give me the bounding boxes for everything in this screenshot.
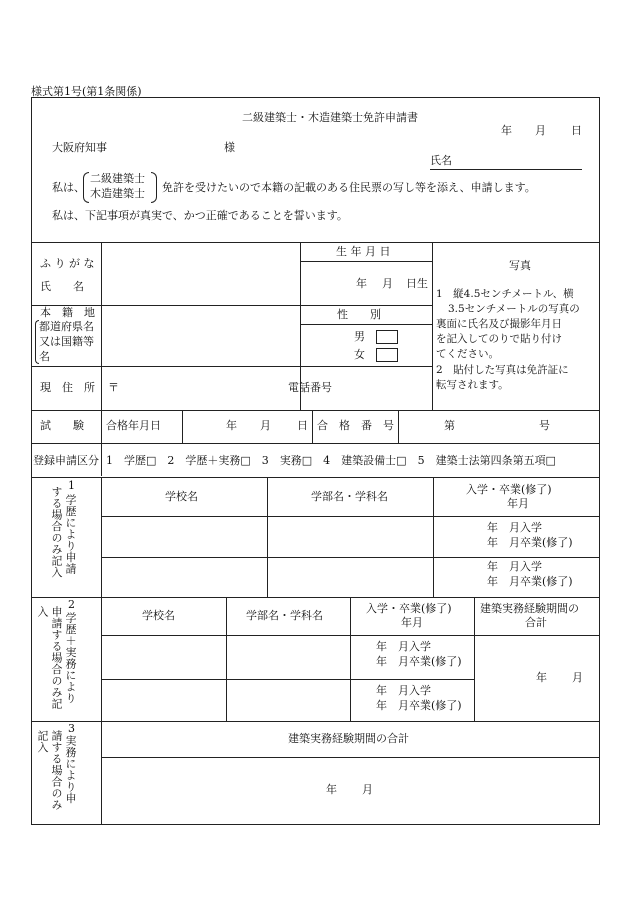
section2-row1-grad[interactable]: 年 月卒業(修了) xyxy=(376,655,462,668)
rule xyxy=(101,757,599,758)
section3-vertical: 請する場合のみ xyxy=(50,730,63,811)
photo-note: てください。 xyxy=(436,348,499,360)
pass-number-go[interactable]: 号 xyxy=(539,419,550,432)
photo-note: 1 縦4.5センチメートル、横 xyxy=(436,288,574,300)
rule xyxy=(312,410,313,443)
male-checkbox[interactable] xyxy=(376,330,398,344)
section1-faculty-header: 学部名・学科名 xyxy=(311,490,388,503)
male-label: 男 xyxy=(354,330,365,343)
rule xyxy=(474,597,475,721)
rule xyxy=(101,557,599,558)
photo-note: を記入してのりで貼り付け xyxy=(436,333,562,345)
sex-label: 性 別 xyxy=(337,308,381,321)
category-options[interactable]: 1 学歴□ 2 学歴＋実務□ 3 実務□ 4 建築設備士□ 5 建築士法第四条第五項□ xyxy=(106,454,556,467)
pass-year[interactable]: 年 xyxy=(226,419,237,432)
rule xyxy=(101,443,102,476)
section1-row2-entry[interactable]: 年 月入学 xyxy=(487,560,542,573)
pass-number-label: 合 格 番 号 xyxy=(317,419,394,432)
date-day-field[interactable]: 日 xyxy=(571,124,582,137)
section1-vertical: 学歴により申請 xyxy=(64,494,77,575)
section1-school-header: 学校名 xyxy=(165,490,198,503)
section2-number: 2 xyxy=(68,598,75,611)
option-nikyu[interactable]: 二級建築士 xyxy=(90,172,145,185)
rule xyxy=(101,679,474,680)
section1-number: 1 xyxy=(68,479,75,492)
statement2: 私は、下記事項が真実で、かつ正確であることを誓います。 xyxy=(52,209,348,222)
furigana-label: ふ り が な xyxy=(40,257,95,270)
section2-row1-entry[interactable]: 年 月入学 xyxy=(376,640,431,653)
pass-month[interactable]: 月 xyxy=(260,419,271,432)
category-label: 登録申請区分 xyxy=(33,454,99,467)
left-brace xyxy=(83,172,89,203)
birth-year[interactable]: 年 xyxy=(356,277,367,290)
name-label: 氏 名 xyxy=(40,280,84,293)
section1-period-header: 入学・卒業(修了) xyxy=(466,483,552,496)
rule xyxy=(32,443,599,444)
form-number: 様式第1号(第1条関係) xyxy=(31,85,142,98)
rule xyxy=(32,366,432,367)
honorific: 様 xyxy=(224,141,235,154)
applicant-name-line[interactable] xyxy=(430,169,582,170)
section1-period-header: 年月 xyxy=(507,497,529,510)
rule xyxy=(300,261,432,262)
rule xyxy=(32,477,599,478)
domicile-sub: 又は国籍等 xyxy=(39,335,94,348)
rule xyxy=(32,410,599,411)
rule xyxy=(101,635,599,636)
female-checkbox[interactable] xyxy=(376,348,398,362)
rule xyxy=(101,410,102,443)
option-mokuzo[interactable]: 木造建築士 xyxy=(90,187,145,200)
section2-period-header: 年月 xyxy=(401,616,423,629)
applicant-name-label: 氏名 xyxy=(430,154,452,167)
domicile-sub: 都道府県名 xyxy=(39,320,94,333)
rule xyxy=(432,242,433,410)
rule xyxy=(32,242,599,243)
rule xyxy=(267,477,268,597)
section3-year[interactable]: 年 xyxy=(326,783,337,796)
section2-row2-grad[interactable]: 年 月卒業(修了) xyxy=(376,699,462,712)
section1-row1-grad[interactable]: 年 月卒業(修了) xyxy=(487,536,573,549)
postal-mark[interactable]: 〒 xyxy=(108,381,119,394)
birth-day[interactable]: 日生 xyxy=(406,277,428,290)
rule xyxy=(101,597,102,721)
date-year-field[interactable]: 年 xyxy=(501,124,512,137)
rule xyxy=(101,516,599,517)
birth-month[interactable]: 月 xyxy=(382,277,393,290)
address-label: 現 住 所 xyxy=(40,381,95,394)
section1-row2-grad[interactable]: 年 月卒業(修了) xyxy=(487,575,573,588)
domicile-sub: 名 xyxy=(39,350,50,363)
section2-total-month[interactable]: 月 xyxy=(572,671,583,684)
exam-label: 試 験 xyxy=(40,419,84,432)
right-brace xyxy=(151,172,157,203)
rule xyxy=(101,721,102,825)
photo-note: 2 貼付した写真は免許証に xyxy=(436,364,569,376)
photo-note: 転写されます。 xyxy=(436,379,509,391)
photo-note: 3.5センチメートルの写真の xyxy=(448,303,580,315)
section3-month[interactable]: 月 xyxy=(362,783,373,796)
section2-experience-header: 合計 xyxy=(525,616,547,629)
statement1-prefix: 私は、 xyxy=(52,181,85,194)
photo-note: 裏面に氏名及び撮影年月日 xyxy=(436,318,562,330)
section1-vertical: する場合のみ記入 xyxy=(50,486,63,578)
rule xyxy=(300,324,432,325)
section1-row1-entry[interactable]: 年 月入学 xyxy=(487,521,542,534)
rule xyxy=(350,597,351,721)
section3-header: 建築実務経験期間の合計 xyxy=(288,732,409,745)
section2-experience-header: 建築実務経験期間の xyxy=(480,602,579,615)
rule xyxy=(101,477,102,597)
rule xyxy=(32,597,599,598)
birthdate-label: 生 年 月 日 xyxy=(336,245,391,258)
section2-period-header: 入学・卒業(修了) xyxy=(366,602,452,615)
photo-title: 写真 xyxy=(509,259,531,272)
rule xyxy=(101,242,102,410)
rule xyxy=(32,721,599,722)
date-month-field[interactable]: 月 xyxy=(535,124,546,137)
rule xyxy=(398,410,399,443)
form-heading: 二級建築士・木造建築士免許申請書 xyxy=(242,111,418,124)
section2-vertical: 学歴＋実務により xyxy=(64,612,77,704)
addressee: 大阪府知事 xyxy=(52,141,107,154)
rule xyxy=(433,477,434,597)
section3-vertical: 記入 xyxy=(36,730,49,753)
section2-vertical: 入 xyxy=(36,606,49,618)
rule xyxy=(182,410,183,443)
phone-label: 電話番号 xyxy=(288,381,332,394)
section2-school-header: 学校名 xyxy=(142,609,175,622)
domicile-label: 本 籍 地 xyxy=(40,306,95,319)
section2-faculty-header: 学部名・学科名 xyxy=(246,609,323,622)
section2-total-year[interactable]: 年 xyxy=(536,671,547,684)
pass-day[interactable]: 日 xyxy=(297,419,308,432)
section3-number: 3 xyxy=(68,722,75,735)
pass-number-dai[interactable]: 第 xyxy=(444,419,455,432)
pass-date-label: 合格年月日 xyxy=(106,419,161,432)
section2-row2-entry[interactable]: 年 月入学 xyxy=(376,684,431,697)
application-form xyxy=(31,97,600,825)
statement1-body: 免許を受けたいので本籍の記載のある住民票の写し等を添え、申請します。 xyxy=(162,181,536,194)
section2-vertical: 申請する場合のみ記 xyxy=(50,606,63,710)
female-label: 女 xyxy=(354,348,365,361)
rule xyxy=(226,597,227,721)
section3-vertical: 実務により申 xyxy=(64,735,77,804)
